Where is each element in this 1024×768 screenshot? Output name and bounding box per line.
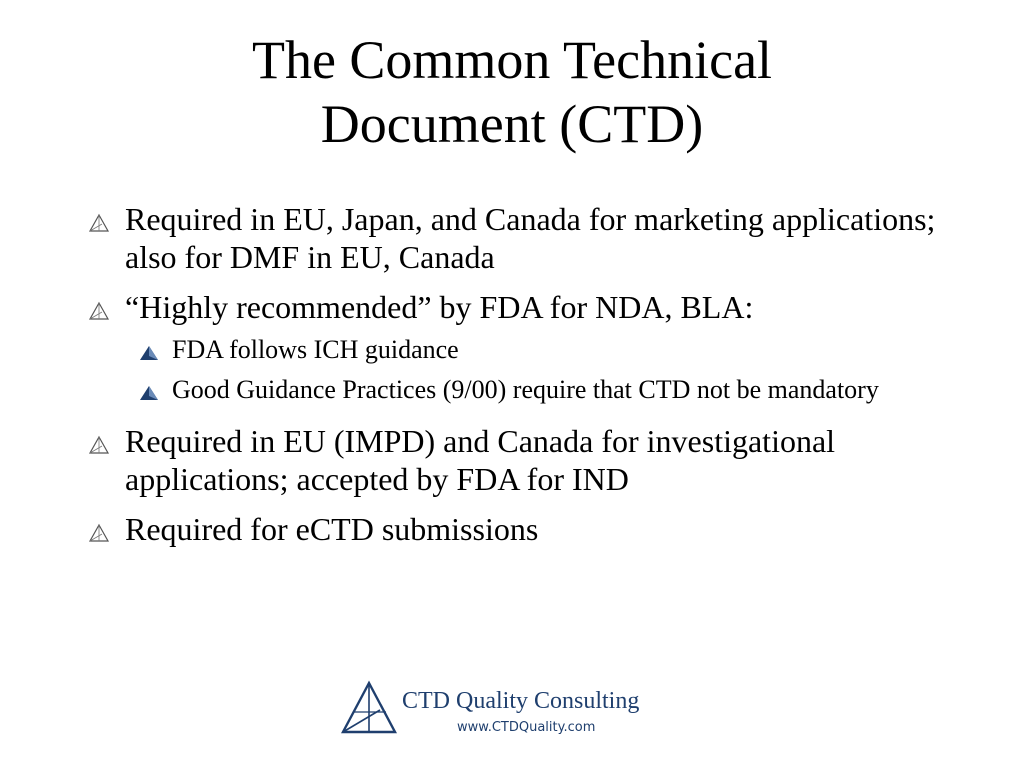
outline-triangle-icon [88, 213, 110, 233]
slide-title [0, 28, 1024, 156]
bullet-text: “Highly recommended” by FDA for NDA, BLA: [125, 289, 754, 325]
company-name: CTD Quality Consulting [402, 688, 640, 714]
sub-bullet-text: FDA follows ICH guidance [172, 335, 459, 364]
sub-bullet-item [125, 372, 912, 408]
slide-title-line-2: Document (CTD) [320, 94, 704, 154]
bullet-list [88, 200, 948, 560]
bullet-item [88, 510, 948, 548]
blue-pyramid-icon [139, 345, 159, 361]
outline-triangle-icon [88, 435, 110, 455]
bullet-item [88, 288, 948, 408]
company-url: www.CTDQuality.com [457, 720, 596, 735]
bullet-text: Required in EU (IMPD) and Canada for investigational applications; accepted by FDA for IND [125, 423, 836, 497]
bullet-item [88, 200, 948, 276]
bullet-text: Required in EU, Japan, and Canada for marketing applications; also for DMF in EU, Canada [125, 201, 936, 275]
sub-bullet-item [125, 332, 912, 368]
footer-branding [340, 680, 700, 740]
bullet-item [88, 422, 948, 498]
sub-bullet-list [125, 332, 948, 408]
outline-triangle-icon [88, 301, 110, 321]
blue-pyramid-icon [139, 385, 159, 401]
outline-triangle-icon [88, 523, 110, 543]
sub-bullet-text: Good Guidance Practices (9/00) require that CTD not be mandatory [172, 375, 879, 404]
slide-title-line-1: The Common Technical [251, 30, 773, 90]
pyramid-triangle-logo [340, 680, 398, 736]
bullet-text: Required for eCTD submissions [125, 511, 539, 547]
